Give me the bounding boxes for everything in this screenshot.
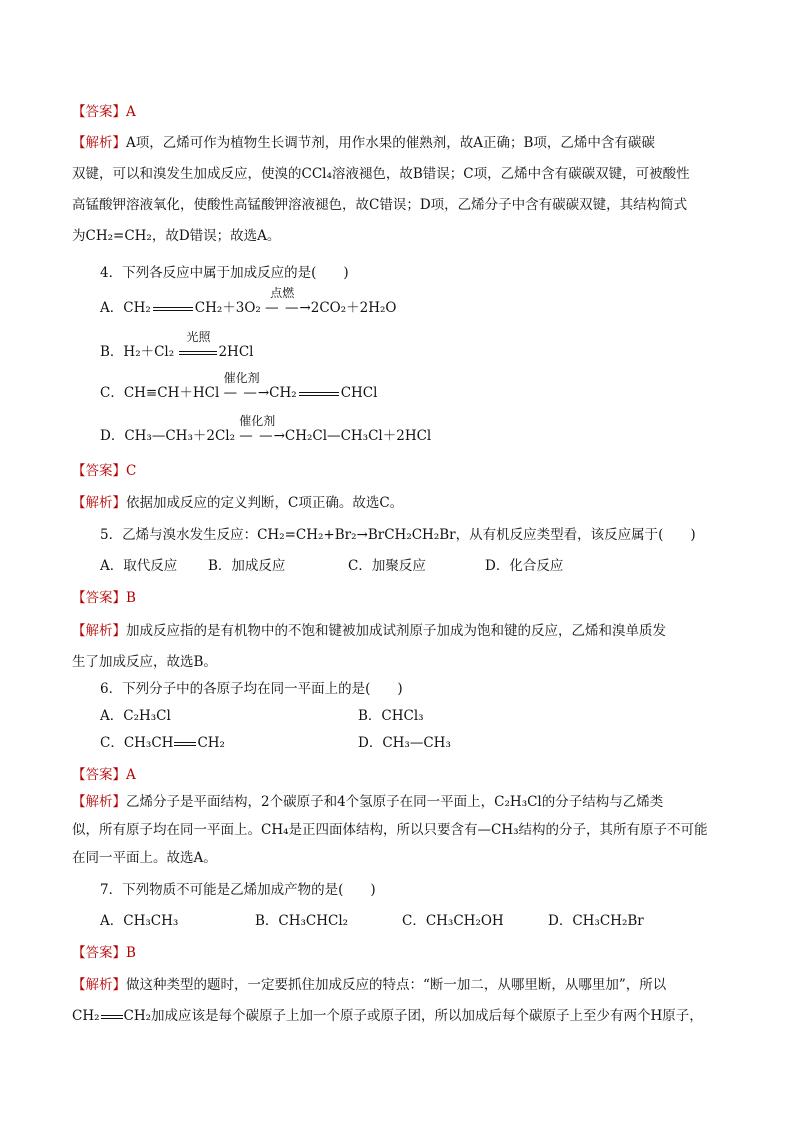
analysis-tag: 【解析】 xyxy=(72,495,126,511)
q4-b-arrow xyxy=(178,330,218,362)
q4-option-b xyxy=(100,330,254,362)
q7-analysis-line-2-text: CH₂加成应该是每个碳原子上加一个原子或原子团，所以加成后每个碳原子上至少有两个H原子， xyxy=(123,1008,703,1024)
q5-stem: 5．乙烯与溴水发生反应：CH₂=CH₂+Br₂→BrCH₂CH₂Br，从有机反应类型看，该反应属于( ) xyxy=(100,527,696,543)
q4-answer-value: C xyxy=(126,463,137,479)
q5-option-a: A．取代反应 xyxy=(100,558,178,574)
q7-option-d: D．CH₃CH₂Br xyxy=(548,913,644,929)
q7-analysis-line-1: 做这种类型的题时，一定要抓住加成反应的特点：“断一加二，从哪里断，从哪里加”，所以 xyxy=(126,977,667,993)
q3-analysis-line-2: 双键，可以和溴发生加成反应，使溴的CCl₄溶液褪色，故B错误；C项，乙烯中含有碳碳双键，可被酸性 xyxy=(72,166,690,182)
q4-stem: 4．下列各反应中属于加成反应的是( ) xyxy=(100,265,349,281)
q4-c-arrow: 催化剂 — — xyxy=(224,383,258,403)
q6-option-b: B．CHCl₃ xyxy=(358,708,424,724)
q7-option-a: A．CH₃CH₃ xyxy=(100,913,179,929)
q7-option-c: C．CH₃CH₂OH xyxy=(402,913,504,929)
answer-tag: 【答案】 xyxy=(72,104,126,120)
answer-tag: 【答案】 xyxy=(72,463,126,479)
q4-option-a xyxy=(100,286,397,318)
double-bond-symbol xyxy=(174,742,196,746)
q4-d-condition: 催化剂 xyxy=(239,414,276,428)
q4-a-arrow: 点燃 — — xyxy=(265,298,299,318)
answer-tag: 【答案】 xyxy=(72,767,126,783)
analysis-tag: 【解析】 xyxy=(72,623,126,639)
answer-tag: 【答案】 xyxy=(72,590,126,606)
q6-analysis-line-3: 在同一平面上。故选A。 xyxy=(72,850,217,866)
q5-analysis xyxy=(72,616,726,678)
q3-analysis xyxy=(72,128,726,252)
answer-tag: 【答案】 xyxy=(72,945,126,961)
q5-analysis-line-1: 加成反应指的是有机物中的不饱和键被加成试剂原子加成为饱和键的反应，乙烯和溴单质发 xyxy=(126,623,666,639)
q4-option-c xyxy=(100,371,378,403)
q7-answer-value: B xyxy=(126,945,136,961)
double-bond-symbol xyxy=(153,307,193,311)
q4-b-condition: 光照 xyxy=(186,330,211,344)
q6-option-a: A．C₂H₃Cl xyxy=(100,708,171,724)
q7-option-b: B．CH₃CHCl₂ xyxy=(255,913,349,929)
q6-c-left: C．CH₃CH xyxy=(100,735,174,751)
q4-answer xyxy=(72,456,726,487)
q6-c-right: CH₂ xyxy=(197,735,225,751)
q4-analysis-text: 依据加成反应的定义判断，C项正确。故选C。 xyxy=(126,495,404,511)
q5-answer-value: B xyxy=(126,590,136,606)
q4-c-rhs: →CH₂ xyxy=(257,385,297,401)
q5-option-c: C．加聚反应 xyxy=(348,558,426,574)
q7-analysis-line-2 xyxy=(72,1001,726,1032)
double-bond-symbol xyxy=(101,1015,123,1019)
q5-analysis-line-2: 生了加成反应，故选B。 xyxy=(72,654,217,670)
q4-d-arrow: 催化剂 — — xyxy=(239,426,273,446)
q4-a-lhs: A．CH₂ xyxy=(100,300,151,316)
q6-stem: 6．下列分子中的各原子均在同一平面上的是( ) xyxy=(100,681,403,697)
q4-c-rhs-2: CHCl xyxy=(340,385,378,401)
q3-analysis-line-1: A项，乙烯可作为植物生长调节剂，用作水果的催熟剂，故A正确；B项，乙烯中含有碳碳 xyxy=(126,135,655,151)
q6-answer xyxy=(72,760,726,791)
q4-c-lhs: C．CH≡CH＋HCl xyxy=(100,385,220,401)
q3-analysis-line-3: 高锰酸钾溶液氧化，使酸性高锰酸钾溶液褪色，故C错误；D项，乙烯分子中含有碳碳双键，其结构简式 xyxy=(72,197,688,213)
q4-d-rhs: →CH₂Cl—CH₃Cl＋2HCl xyxy=(273,428,432,444)
q4-option-d xyxy=(100,414,432,446)
q4-c-condition: 催化剂 xyxy=(223,371,260,385)
q5-option-b: B．加成反应 xyxy=(208,558,286,574)
q3-analysis-line-4: 为CH₂=CH₂，故D错误；故选A。 xyxy=(72,228,281,244)
q4-b-rhs: 2HCl xyxy=(218,344,254,360)
q5-option-d: D．化合反应 xyxy=(485,558,564,574)
double-bond-symbol xyxy=(299,392,339,396)
analysis-tag: 【解析】 xyxy=(72,977,126,993)
q3-answer-value: A xyxy=(126,104,136,120)
q7-analysis xyxy=(72,970,726,1032)
q7-stem: 7．下列物质不可能是乙烯加成产物的是( ) xyxy=(100,882,376,898)
q4-a-rhs: →2CO₂＋2H₂O xyxy=(299,300,397,316)
q3-answer xyxy=(72,97,726,128)
q6-answer-value: A xyxy=(126,767,136,783)
q7-answer xyxy=(72,938,726,969)
q4-analysis xyxy=(72,488,726,519)
q6-option-c xyxy=(100,733,225,753)
q6-analysis-line-1: 乙烯分子是平面结构，2个碳原子和4个氢原子在同一平面上，C₂H₃Cl的分子结构与乙烯类 xyxy=(126,794,664,810)
q6-option-d: D．CH₃—CH₃ xyxy=(358,735,451,751)
q4-d-lhs: D．CH₃—CH₃＋2Cl₂ xyxy=(100,428,235,444)
q4-b-lhs: B．H₂＋Cl₂ xyxy=(100,344,175,360)
q4-a-condition: 点燃 xyxy=(270,286,295,300)
q4-a-mid: CH₂＋3O₂ xyxy=(194,300,261,316)
analysis-tag: 【解析】 xyxy=(72,794,126,810)
analysis-tag: 【解析】 xyxy=(72,135,126,151)
q6-analysis-line-2: 似，所有原子均在同一平面上。CH₄是正四面体结构，所以只要含有—CH₃结构的分子，其所有原子不可能 xyxy=(72,822,708,838)
q7-formula-left: CH₂ xyxy=(72,1008,100,1024)
q5-answer xyxy=(72,583,726,614)
q6-analysis xyxy=(72,788,726,872)
